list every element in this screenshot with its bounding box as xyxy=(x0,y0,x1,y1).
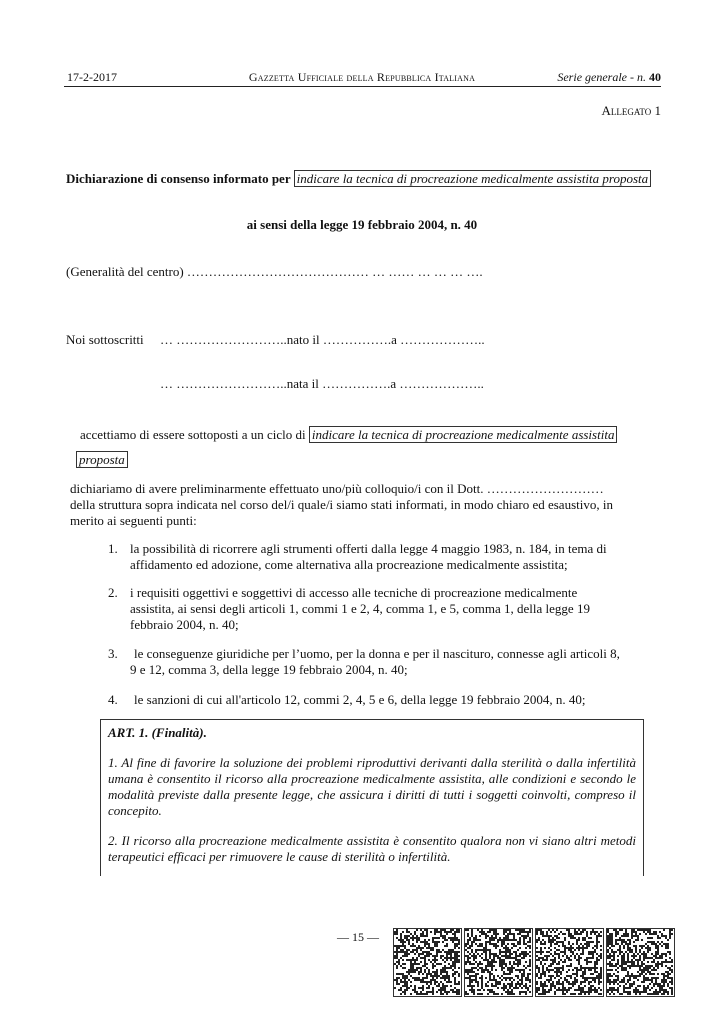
accettiamo-placeholder-box-2: proposta xyxy=(76,451,128,468)
sottoscritti-line-1: … ……………………..nato il …………….a ……………….. xyxy=(160,332,485,347)
sottoscritti-label: Noi sottoscritti xyxy=(66,332,144,347)
list-line: le sanzioni di cui all'articolo 12, commi 2, 4, 5 e 6, della legge 19 febbraio 2004, n. 40; xyxy=(134,692,586,707)
document-title xyxy=(66,171,651,187)
series-number: 40 xyxy=(649,70,661,84)
qr-codes xyxy=(393,928,675,998)
header-series xyxy=(557,70,661,85)
qr-code-2 xyxy=(465,929,533,997)
title-lead: Dichiarazione di consenso informato per xyxy=(66,171,294,186)
list-item xyxy=(108,692,585,708)
list-line: assistita, ai sensi degli articoli 1, commi 1 e 2, 4, comma 1, e 5, comma 1, della legge 19 xyxy=(130,601,590,616)
list-item xyxy=(108,541,607,573)
list-line: febbraio 2004, n. 40; xyxy=(130,617,239,632)
series-prefix: Serie generale - n. xyxy=(557,70,646,84)
list-number: 2. xyxy=(108,585,118,600)
dichiariamo-line-2: della struttura sopra indicata nel corso del/i quale/i siamo stati informati, in modo chiaro ed esaustivo, in xyxy=(70,497,613,512)
list-line: 9 e 12, comma 3, della legge 19 febbraio 2004, n. 40; xyxy=(130,662,408,677)
title-placeholder-box: indicare la tecnica di procreazione medicalmente assistita proposta xyxy=(294,170,652,187)
list-item xyxy=(108,585,590,633)
sottoscritti-line-2: … ……………………..nata il …………….a ……………….. xyxy=(160,376,484,391)
list-item xyxy=(108,646,620,678)
qr-code-4 xyxy=(607,929,675,997)
accettiamo-placeholder-box: indicare la tecnica di procreazione medicalmente assistita xyxy=(309,426,618,443)
header-rule xyxy=(64,86,661,87)
page-number: — 15 — xyxy=(337,930,379,944)
accettiamo-line-2 xyxy=(76,452,128,468)
article-paragraph-1: 1. Al fine di favorire la soluzione dei problemi riproduttivi derivanti dalla sterilità o dalla infertilità umana è consentito il ricorso alla procreazione medicalmente assistita, alle condizioni e secondo le modalità previste dalla presente legge, che assicura i diritti di tutti i soggetti coinvolti, compreso il concepito. xyxy=(108,755,636,818)
list-number: 4. xyxy=(108,692,118,707)
list-number: 1. xyxy=(108,541,118,556)
dichiariamo-line-1: dichiariamo di avere preliminarmente effettuato uno/più colloquio/i con il Dott. ……………………… xyxy=(70,481,604,496)
generalita-centro: (Generalità del centro) …………………………………… … …… … … … …. xyxy=(66,264,483,279)
header-publication: Gazzetta Ufficiale della Repubblica Italiana xyxy=(248,70,476,84)
accettiamo-lead: accettiamo di essere sottoposti a un ciclo di xyxy=(80,427,309,442)
list-line: le conseguenze giuridiche per l’uomo, per la donna e per il nascituro, connesse agli articoli 8, xyxy=(134,646,620,661)
article-heading: ART. 1. (Finalità). xyxy=(108,725,207,740)
list-line: la possibilità di ricorrere agli strumenti offerti dalla legge 4 maggio 1983, n. 184, in tema di xyxy=(130,541,607,556)
dichiariamo-line-3: merito ai seguenti punti: xyxy=(70,513,197,528)
document-subtitle: ai sensi della legge 19 febbraio 2004, n. 40 xyxy=(246,217,478,232)
list-line: affidamento ed adozione, come alternativa alla procreazione medicalmente assistita; xyxy=(130,557,568,572)
accettiamo-line xyxy=(80,427,617,443)
header-date: 17-2-2017 xyxy=(67,70,117,84)
article-box xyxy=(100,719,644,876)
list-number: 3. xyxy=(108,646,118,661)
allegato-label: Allegato 1 xyxy=(601,103,661,118)
qr-code-3 xyxy=(536,929,604,997)
article-paragraph-2: 2. Il ricorso alla procreazione medicalmente assistita è consentito qualora non vi siano altri metodi terapeutici efficaci per rimuovere le cause di sterilità o infertilità. xyxy=(108,833,636,864)
qr-code-1 xyxy=(394,929,462,997)
list-line: i requisiti oggettivi e soggettivi di accesso alle tecniche di procreazione medicalmente xyxy=(130,585,578,600)
